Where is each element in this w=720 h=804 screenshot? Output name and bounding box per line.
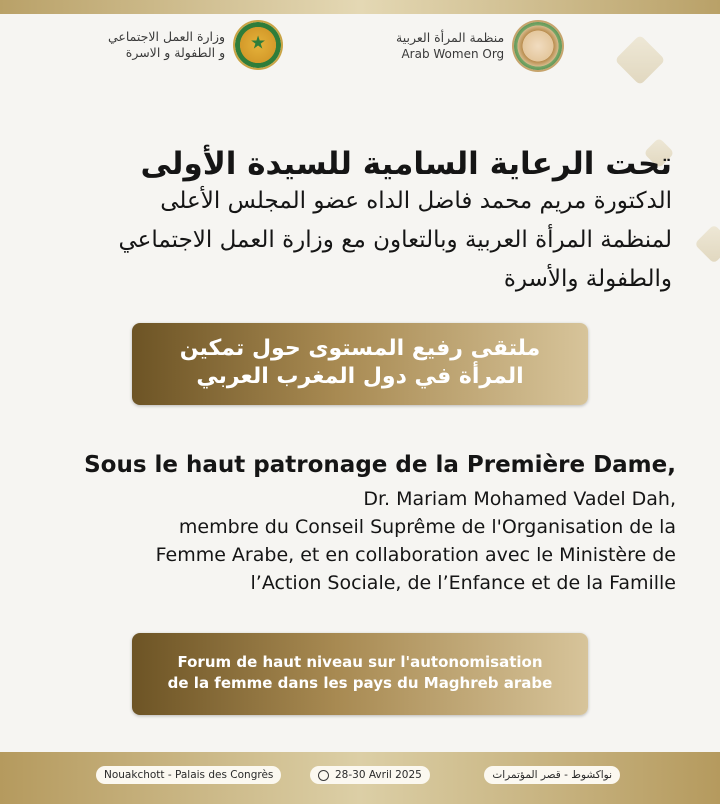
mauritania-emblem-icon — [235, 22, 281, 68]
french-title: Sous le haut patronage de la Première Dame, — [84, 452, 676, 478]
awo-name-en: Arab Women Org — [401, 47, 505, 61]
decorative-diamond — [694, 224, 720, 264]
forum-arabic-line: المرأة في دول المغرب العربي — [196, 364, 524, 389]
footer-location-french: Nouakchott - Palais des Congrès — [96, 766, 281, 784]
awo-name — [396, 30, 504, 62]
arabic-title: تحت الرعاية السامية للسيدة الأولى — [140, 146, 672, 182]
french-line: l’Action Sociale, de l’Enfance et de la Famille — [250, 572, 676, 594]
arabic-line: والطفولة والأسرة — [503, 266, 672, 292]
awo-logo-block — [396, 22, 562, 70]
forum-arabic-line: ملتقى رفيع المستوى حول تمكين — [179, 336, 541, 361]
ministry-name — [108, 29, 225, 61]
clock-icon — [318, 770, 329, 781]
forum-arabic-banner — [132, 323, 588, 405]
ministry-name-line: وزارة العمل الاجتماعي — [108, 29, 226, 44]
french-line: membre du Conseil Suprême de l'Organisation de la — [178, 516, 676, 538]
french-line: Dr. Mariam Mohamed Vadel Dah, — [363, 488, 676, 510]
french-line: Femme Arabe, et en collaboration avec le Ministère de — [155, 544, 676, 566]
decorative-diamond — [615, 35, 666, 86]
top-gold-band — [0, 0, 720, 14]
ministry-name-line: و الطفولة و الاسرة — [125, 45, 226, 60]
arab-women-org-logo-icon — [514, 22, 562, 70]
ministry-logo-block — [108, 22, 281, 68]
footer-dates-text: 28-30 Avril 2025 — [335, 769, 422, 781]
forum-french-banner — [132, 633, 588, 715]
forum-french-line: Forum de haut niveau sur l'autonomisation — [177, 653, 543, 671]
arabic-line: الدكتورة مريم محمد فاضل الداه عضو المجلس الأعلى — [160, 188, 672, 214]
footer-dates — [310, 766, 430, 784]
arabic-line: لمنظمة المرأة العربية وبالتعاون مع وزارة العمل الاجتماعي — [118, 227, 672, 253]
footer-location-arabic: نواكشوط - قصر المؤتمرات — [484, 766, 620, 784]
awo-name-ar: منظمة المرأة العربية — [396, 30, 505, 45]
forum-french-line: de la femme dans les pays du Maghreb arabe — [167, 674, 553, 692]
